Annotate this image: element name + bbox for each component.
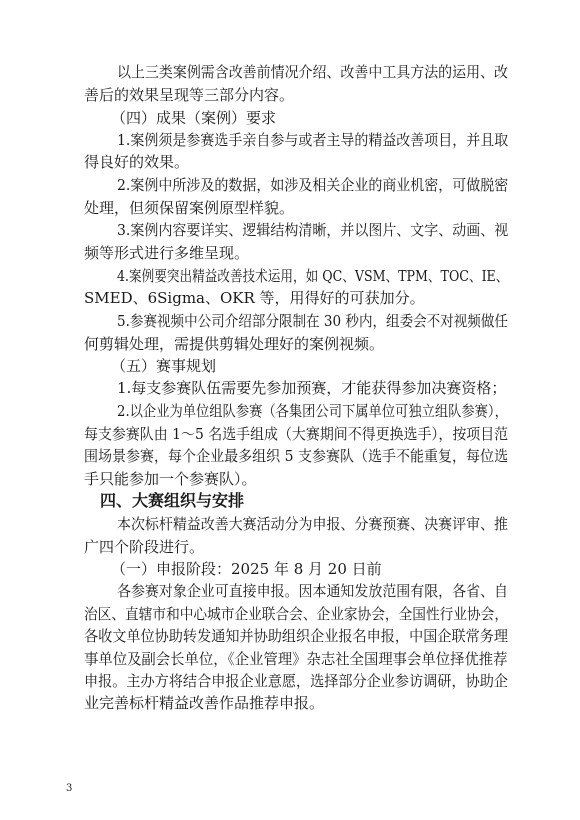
text-line: 频等形式进行多维呈现。 <box>84 244 250 262</box>
text-line: 善后的效果呈现等三部分内容。 <box>84 86 295 104</box>
section-title: （四）成果（案例）要求 <box>111 109 277 127</box>
text-line: 本次标杆精益改善大赛活动分为申报、分赛预赛、决赛评审、推 <box>117 515 509 533</box>
text-line: 以上三类案例需含改善前情况介绍、改善中工具方法的运用、改 <box>117 63 509 81</box>
text-line: 处理，但须保留案例原型样貌。 <box>84 199 295 217</box>
text-line: SMED、6Sigma、OKR 等，用得好的可获加分。 <box>84 289 425 307</box>
page-number: 3 <box>66 783 73 794</box>
text-line: 各收文单位协助转发通知并协助组织企业报名申报，中国企联常务理 <box>84 627 509 645</box>
text-line: 得良好的效果。 <box>84 153 190 171</box>
text-line: 事单位及副会长单位，《企业管理》杂志社全国理事会单位择优推荐 <box>84 650 508 668</box>
text-line: 何剪辑处理，需提供剪辑处理好的案例视频。 <box>84 335 385 353</box>
text-line: 业完善标杆精益改善作品推荐申报。 <box>84 694 325 712</box>
text-line: 1.每支参赛队伍需要先参加预赛，才能获得参加决赛资格； <box>117 379 507 397</box>
text-line: 2.以企业为单位组队参赛（各集团公司下属单位可独立组队参赛）， <box>117 402 508 420</box>
text-line: 各参赛对象企业可直接申报。因本通知发放范围有限，各省、自 <box>117 582 509 600</box>
text-line: 4.案例要突出精益改善技术运用，如 QC、VSM、TPM、TOC、IE、 <box>117 267 509 285</box>
text-line: 每支参赛队由 1～5 名选手组成（大赛期间不得更换选手），按项目范 <box>84 425 509 443</box>
section-title: （五）赛事规划 <box>111 357 217 375</box>
text-line: 治区、直辖市和中心城市企业联合会、企业家协会，全国性行业协会， <box>84 605 509 623</box>
text-line: 手只能参加一个参赛队）。 <box>84 470 257 488</box>
text-line: 1.案例须是参赛选手亲自参与或者主导的精益改善项目，并且取 <box>117 131 509 149</box>
text-line: 2.案例中所涉及的数据，如涉及相关企业的商业机密，可做脱密 <box>117 176 509 194</box>
text-line: 3.案例内容要详实、逻辑结构清晰，并以图片、文字、动画、视 <box>117 221 509 239</box>
text-line: 5.参赛视频中公司介绍部分限制在 30 秒内，组委会不对视频做任 <box>117 312 508 330</box>
section-title: （一）申报阶段：2025 年 8 月 20 日前 <box>111 560 382 578</box>
text-line: 申报。主办方将结合申报企业意愿，选择部分企业参访调研，协助企 <box>84 672 509 690</box>
text-line: 广四个阶段进行。 <box>84 538 205 556</box>
text-line: 围场景参赛，每个企业最多组织 5 支参赛队（选手不能重复，每位选 <box>84 447 509 465</box>
part-heading: 四、大赛组织与安排 <box>100 491 245 510</box>
